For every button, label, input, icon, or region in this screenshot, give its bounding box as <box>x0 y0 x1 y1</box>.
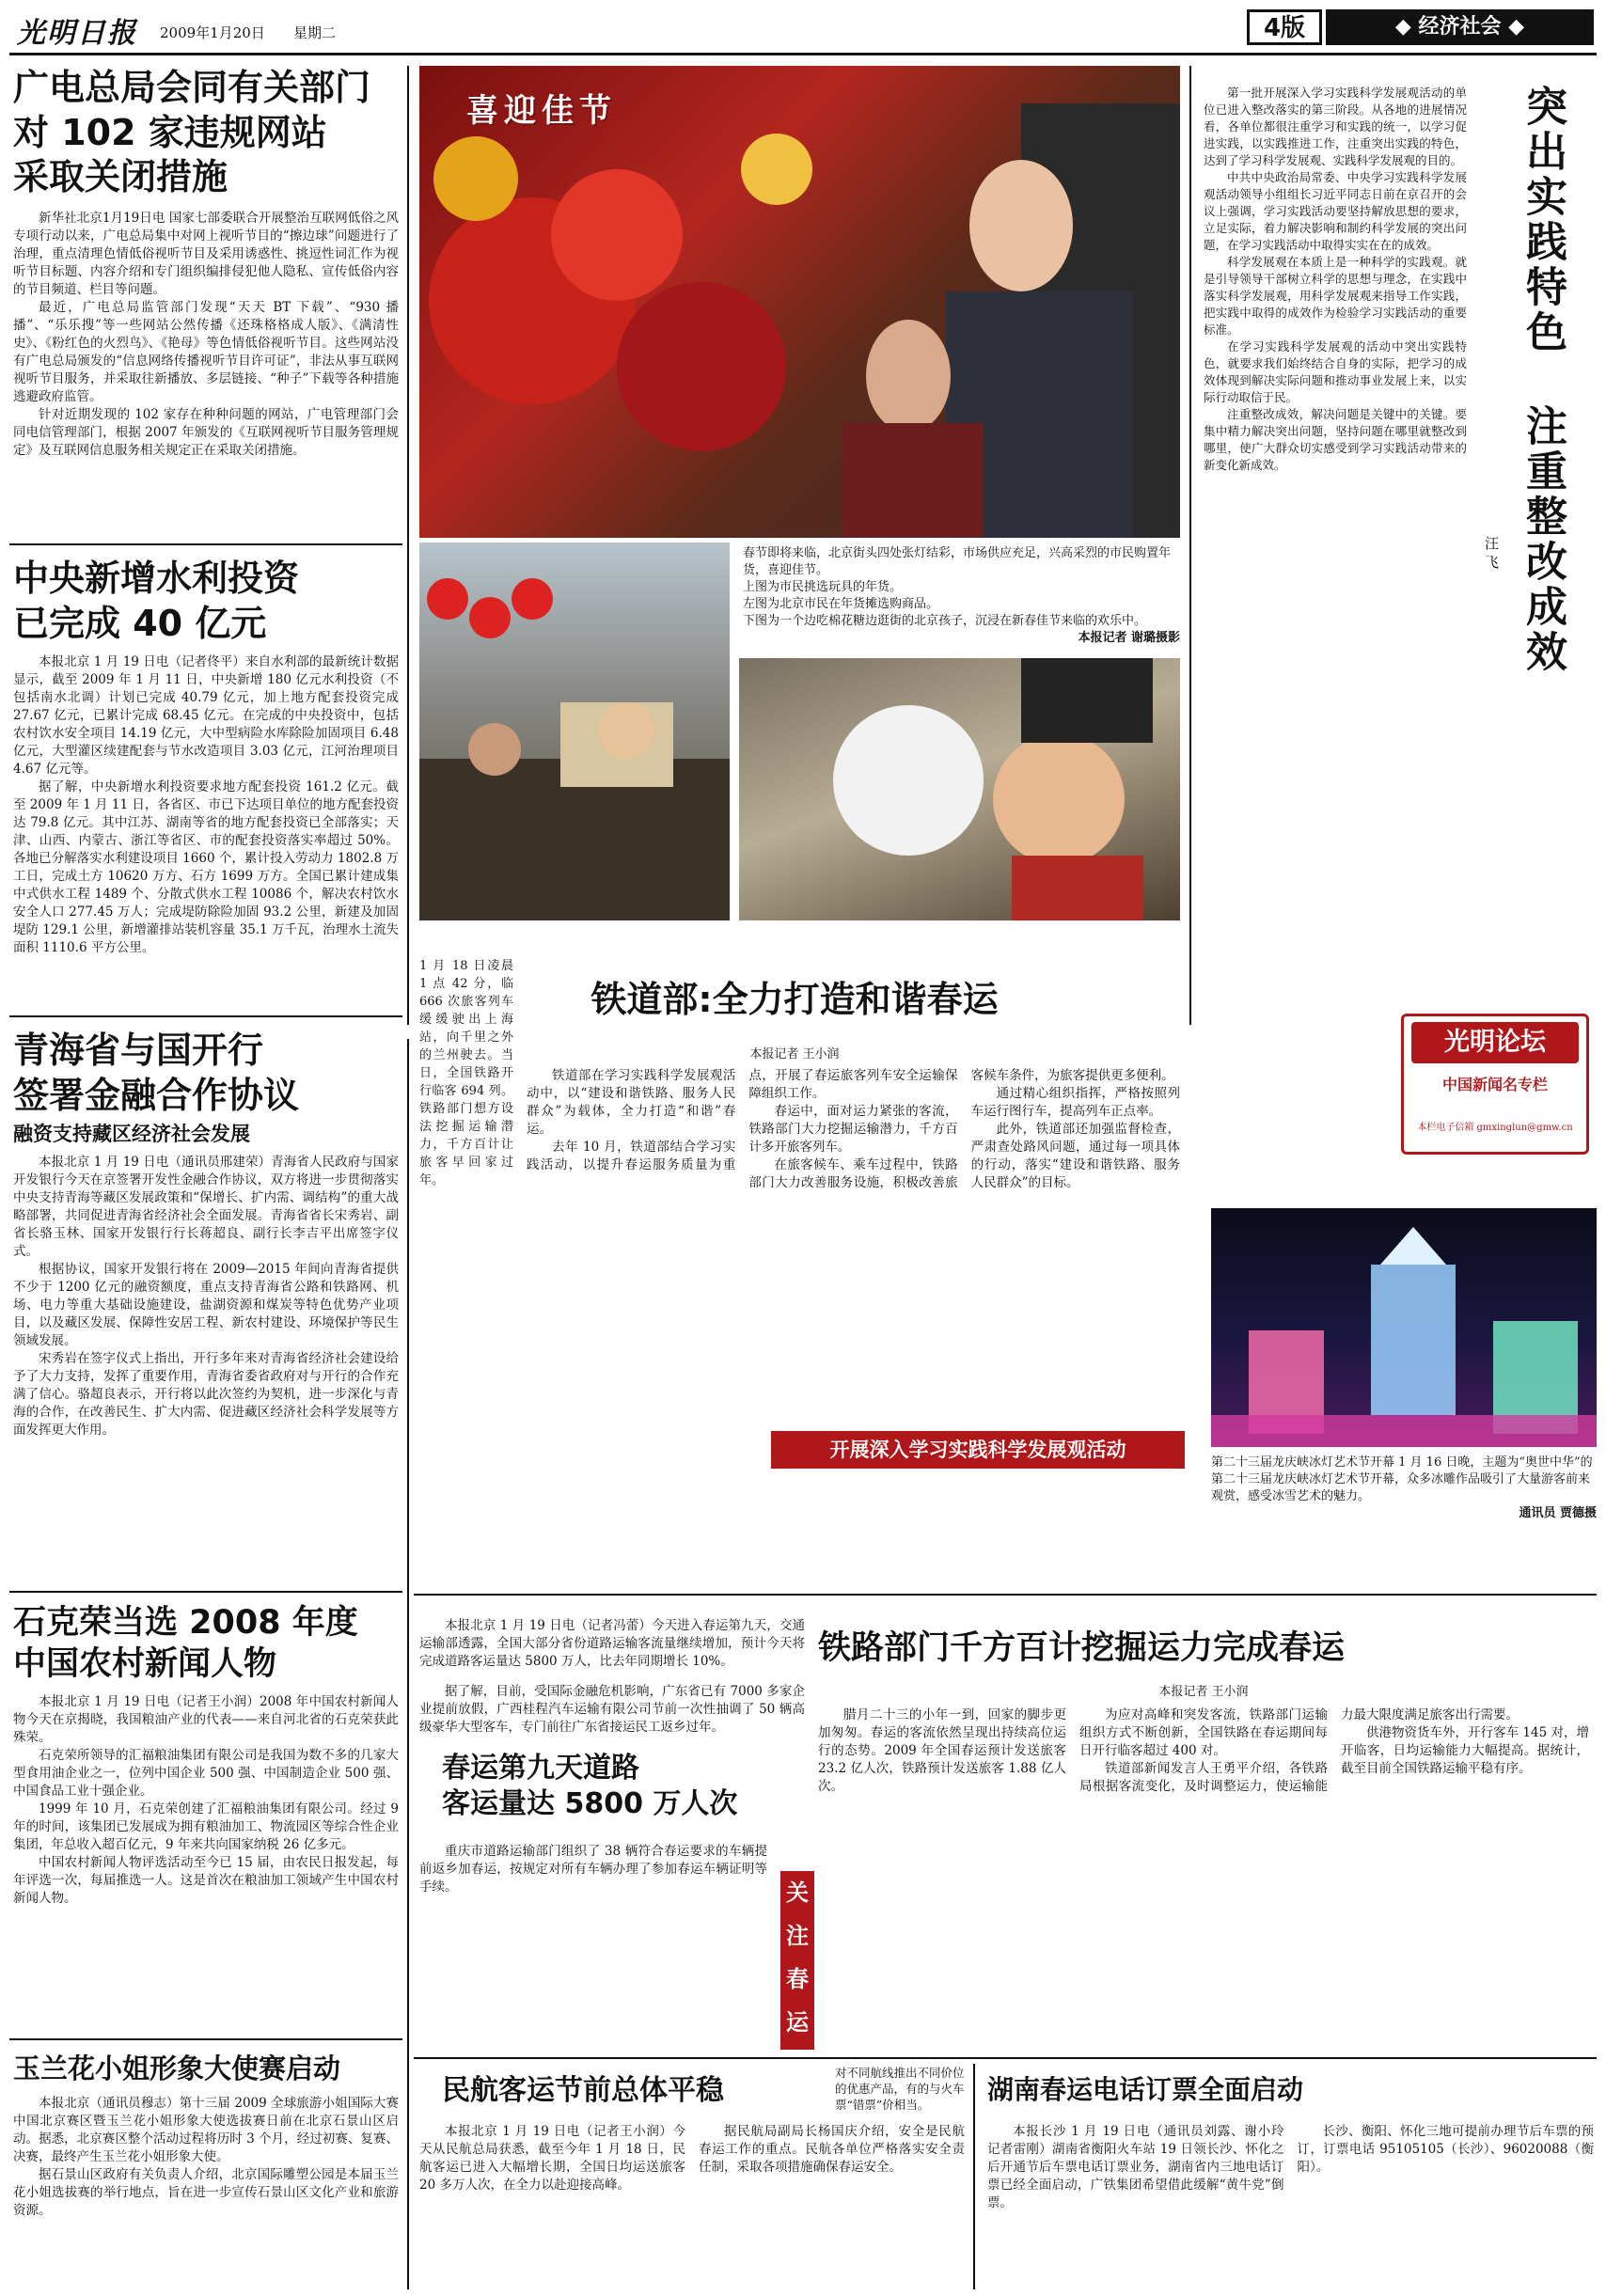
issue-date: 2009年1月20日 <box>160 24 265 41</box>
headline-line: 中央新增水利投资 <box>13 558 300 599</box>
paragraph: 铁道部在学习实践科学发展观活动中，以“建设和谐铁路、服务人民群众”为载体，全力打造“和谐”春运。 <box>527 1068 736 1137</box>
chunyun-lead <box>419 1617 805 1671</box>
caption-text: 第二十三届龙庆峡冰灯艺术节开幕 1 月 16 日晚，主题为“奥世中华”的第二十三届龙庆峡冰灯艺术节开幕，众多冰雕作品吸引了大量游客前来观赏，感受冰雪艺术的魅力。 <box>1211 1455 1593 1503</box>
photo-banner: 喜迎佳节 <box>466 92 617 130</box>
tielu-headline: 铁路部门千方百计挖掘运力完成春运 <box>818 1629 1346 1667</box>
focus-char: 注 <box>786 1923 809 1949</box>
section-divider <box>414 1594 1597 1596</box>
article-body <box>13 653 399 957</box>
paragraph: 本报北京 1 月 19 日电（记者冯蕾）今天进入春运第九天，交通运输部透露，全国大部分省份道路运输客流量继续增加，预计今天将完成道路客运量达 5800 万人，比去年同期增长 10%。 <box>419 1618 805 1669</box>
article-body <box>13 1154 399 1439</box>
masthead-rule <box>9 53 1597 55</box>
chunyun-headline <box>442 1751 809 1821</box>
article-network-closure <box>13 66 399 460</box>
forum-title: 光明论坛 <box>1411 1022 1579 1063</box>
chunyun-body-1 <box>419 1683 805 1737</box>
commentary-headline: 注重整改成效 <box>1519 404 1567 675</box>
paragraph: 铁道部新闻发言人王勇平介绍，各铁路局根据客流变化，及时调整运力，使运输能力最大限度满足旅客出行需要。 <box>1079 1707 1519 1794</box>
paragraph: 根据协议，国家开发银行将在 2009—2015 年间向青海省提供不少于 1200 亿元的融资额度，重点支持青海省公路和铁路网、机场、电力等重大基础设施建设，盐湖资源和煤炭等特色优势产业项目，以及藏区发展、保障性安居工程、新农村建设、环境保护等民生领域发展。 <box>13 1262 399 1349</box>
focus-char: 春 <box>786 1966 809 1992</box>
paragraph: 本报北京 1 月 19 日电（记者佟平）来自水利部的最新统计数据显示，截至 2009 年 1 月 11 日，中央新增 180 亿元水利投资（不包括南水北调）计划已完成 40.79 亿元，加上地方配套投资完成 27.67 亿元，已累计完成 68.45 亿元。在完成的中央投资中，包括农村饮水安全项目 14.19 亿元，大中型病险水库除险加固项目 6.48 亿元，大型灌区续建配套与节水改造项目 3.03 亿元，江河治理项目 4.67 亿元等。 <box>13 654 399 777</box>
diamond-icon: ◆ <box>1501 15 1525 39</box>
article-body <box>527 1067 1180 1565</box>
railway-headline: 铁道部:全力打造和谐春运 <box>590 979 999 1020</box>
paragraph: 据民航局副局长杨国庆介绍，安全是民航春运工作的重点。民航各单位严格落实安全责任制，采取各项措施确保春运安全。 <box>699 2124 965 2175</box>
headline-line: 采取关闭措施 <box>13 156 228 197</box>
paragraph: 针对近期发现的 102 家存在种种问题的网站，广电管理部门会同电信管理部门，根据 2007 年颁发的《互联网视听节目服务管理规定》及互联网信息服务相关规定正在采取关闭措施。 <box>13 406 399 458</box>
article-body <box>987 2123 1594 2288</box>
commentary-headline: 突出实践特色 <box>1519 85 1567 355</box>
headline-line: 中国农村新闻人物 <box>13 1644 277 1683</box>
minhang-headline: 民航客运节前总体平稳 <box>442 2074 724 2107</box>
paragraph: 腊月二十三的小年一到，回家的脚步更加匆匆。春运的客流依然呈现出持续高位运行的态势。2009 年全国春运预计发送旅客 23.2 亿人次，铁路预计发送旅客 1.88 亿人次。 <box>818 1707 1066 1794</box>
paragraph: 1 月 18 日凌晨 1 点 42 分，临 666 次旅客列车缓缓驶出上海站，向千里之外的兰州驶去。当日，全国铁路开行临客 694 列。铁路部门想方设法挖掘运输潜力，千方百计让旅客早回家过年。 <box>419 959 513 1187</box>
article-body <box>419 2123 965 2288</box>
section-divider <box>414 2057 1597 2059</box>
page-number: 4版 <box>1247 9 1322 45</box>
paragraph: 注重整改成效，解决问题是关键中的关键。要集中精力解决突出问题，坚持问题在哪里就整改到哪里，使广大群众切实感受到学习实践活动带来的新变化新成效。 <box>1204 407 1467 472</box>
headline-line: 春运第九天道路 <box>442 1752 639 1785</box>
column-divider <box>407 1039 409 2289</box>
focus-char: 运 <box>786 2009 809 2036</box>
paragraph: 春运中，面对运力紧张的客流，铁路部门大力挖掘运输潜力，千方百计多开旅客列车。 <box>748 1104 958 1155</box>
column-divider <box>1189 66 1191 1025</box>
caption-line: 左图为北京市民在年货摊选购商品。 <box>743 597 939 611</box>
paragraph: 新华社北京1月19日电 国家七部委联合开展整治互联网低俗之风专项行动以来，广电总局集中对网上视听节目的“擦边球”问题进行了治理，重点清理色情低俗视听节目及采用诱惑性、挑逗性词汇作为视听节目标题、内容介绍和专门组织编排侵犯他人隐私、宣传低俗内容的节目频道、栏目等问题。 <box>13 210 399 297</box>
section-label <box>1326 9 1594 45</box>
issue-weekday: 星期二 <box>293 24 337 41</box>
article-body <box>13 1693 399 1908</box>
photo-credit: 本报记者 谢璐摄影 <box>1078 631 1180 645</box>
column-divider <box>973 2064 975 2289</box>
paragraph: 去年 10 月，铁道部结合学习实践活动，以提升春运服务质量为重点，开展了春运旅客列车安全运输保障组织工作。 <box>527 1068 958 1172</box>
paragraph: 本报长沙 1 月 19 日电（通讯员刘露、谢小玲 记者雷刚）湖南省衡阳火车站 19 日领长沙、怀化之后开通节后车票电话订票业务，湖南省内三地电话订票已经全面启动，广铁集团希望借此缓解“黄牛党”倒票。 <box>987 2124 1284 2210</box>
article-magnolia-pageant <box>13 2052 399 2220</box>
article-body <box>13 2095 399 2220</box>
article-qinghai-agreement <box>13 1029 399 1439</box>
chunyun-body-2 <box>419 1843 767 1896</box>
paragraph: 本报北京（通讯员穆志）第十三届 2009 全球旅游小姐国际大赛中国北京赛区暨玉兰花小姐形象大使选拔赛日前在北京石景山区启动。据悉，北京赛区整个活动过程将历时 3 个月，经过初赛、复赛、决赛，最终产生玉兰花小姐形象大使。 <box>13 2096 399 2165</box>
photo-new-year-market <box>419 66 1180 538</box>
subheadline: 融资支持藏区经济社会发展 <box>13 1123 250 1145</box>
article-intro <box>419 957 513 1189</box>
caption-line: 春节即将来临，北京街头四处张灯结彩，市场供应充足，兴高采烈的市民购置年货，喜迎佳节。 <box>743 546 1172 577</box>
paragraph: 在旅客候车、乘车过程中，铁路部门大力改善服务设施，积极改善旅客候车条件，为旅客提供更多便利。 <box>748 1068 1174 1190</box>
paragraph: 中国农村新闻人物评选活动至今已 15 届，由农民日报发起，每年评选一次，每届推选一人。这是首次在粮油加工领域产生中国农村新闻人物。 <box>13 1854 399 1906</box>
paragraph: 重庆市道路运输部门组织了 38 辆符合春运要求的车辆提前返乡加春运，按规定对所有车辆办理了参加春运车辆证明等手续。 <box>419 1844 767 1895</box>
headline-line: 客运量达 5800 万人次 <box>442 1786 738 1820</box>
article-body <box>13 210 399 460</box>
paragraph: 本报北京 1 月 19 日电（记者王小润）今天从民航总局获悉，截至今年 1 月 18 日，民航客运已进入大幅增长期，全国日均运送旅客 20 多万人次，在全力以赴迎接高峰。 <box>419 2124 685 2193</box>
photo-shoppers <box>419 543 730 920</box>
minhang-note: 对不同航线推出不同价位的优惠产品，有的与火车票“错票”价相当。 <box>835 2066 965 2112</box>
article-body <box>818 1706 1589 2031</box>
article-water-investment <box>13 557 399 957</box>
paper-name: 光明日报 <box>17 17 137 50</box>
section-divider <box>9 1591 402 1593</box>
campaign-banner: 开展深入学习实践科学发展观活动 <box>771 1431 1185 1469</box>
forum-subtitle: 中国新闻名专栏 <box>1441 1076 1548 1093</box>
photo-ice-lantern-festival <box>1211 1208 1597 1447</box>
caption-line: 上图为市民挑选玩具的年货。 <box>743 580 903 594</box>
hunan-headline: 湖南春运电话订票全面启动 <box>987 2074 1304 2105</box>
headline-line: 对 102 家违规网站 <box>13 111 327 153</box>
paragraph: 最近，广电总局监管部门发现“天天 BT 下载”、“930 播播”、“乐乐搜”等一些网站公然传播《还珠格格成人版》、《满清性史》、《粉红色的火烈鸟》、《艳母》等色情低俗视听节目。这些网站没有广电总局颁发的“信息网络传播视听节目许可证”，非法从事互联网视听节目服务，并采取往新播放、多层链接、“种子”下载等各种措施逃避政府监管。 <box>13 299 399 404</box>
commentary-body <box>1204 85 1467 1006</box>
paragraph: 据了解，中央新增水利投资要求地方配套投资 161.2 亿元。截至 2009 年 1 月 11 日，各省区、市已下达项目单位的地方配套投资达 79.8 亿元。其中江苏、湖南等省的地方配套投资已全部落实；天津、山西、内蒙古、浙江等省区、市的配套投资落实率超过 50%。各地已分解落实水利建设项目 1660 个，累计投入劳动力 1802.8 万工日，完成土方 10620 万方、石方 1699 万方。全国已累计建成集中式供水工程 1489 个、分散式供水工程 10086 个，解决农村饮水安全人口 277.45 万人；完成堤防除险加固 93.2 公里，新建及加固堤防 129.1 公里，新增灌排站装机容量 35.1 万千瓦，治理水土流失面积 1110.6 平方公里。 <box>13 779 399 955</box>
photo-cotton-candy-child <box>739 658 1180 920</box>
section-divider <box>9 1015 402 1017</box>
masthead <box>0 0 1606 49</box>
section-divider <box>9 2038 402 2040</box>
paragraph: 宋秀岩在签字仪式上指出，开行多年来对青海省经济社会建设给予了大力支持，发挥了重要作用，青海省委省政府对与开行的合作充满了信心。骆超良表示，开行将以此次签约为契机，进一步深化与青海的合作，在改善民生、扩大内需、促进藏区经济社会科学发展等方面发挥更大作用。 <box>13 1351 399 1439</box>
tielu-byline: 本报记者 王小润 <box>1158 1685 1249 1699</box>
photo-credit: 通讯员 贾德摄 <box>1519 1506 1597 1520</box>
headline-line: 青海省与国开行 <box>13 1030 264 1071</box>
article-shi-kerong <box>13 1603 399 1908</box>
paragraph: 本报北京 1 月 19 日电（记者王小润）2008 年中国农村新闻人物今天在京揭晓，我国粮油产业的代表——来自河北省的石克荣获此殊荣。 <box>13 1693 399 1745</box>
paragraph: 中共中央政治局常委、中央学习实践科学发展观活动领导小组组长习近平同志日前在京召开的会议上强调，学习实践活动要坚持解放思想的要求，立足实际，着力解决影响和制约科学发展的突出问题，在学习实践活动中取得实实在在的成效。 <box>1204 170 1467 252</box>
guangming-forum-badge <box>1401 1014 1589 1155</box>
diamond-icon: ◆ <box>1394 15 1419 39</box>
caption-line: 下图为一个边吃棉花糖边逛街的北京孩子，沉浸在新春佳节来临的欢乐中。 <box>743 614 1147 628</box>
paragraph: 在学习实践科学发展观的活动中突出实践特色，就要求我们始终结合自身的实际，把学习的成效体现到解决实际问题和推动事业发展上来，以实际行动取信于民。 <box>1204 339 1467 404</box>
paragraph: 第一批开展深入学习实践科学发展观活动的单位已进入整改落实的第三阶段。从各地的进展情况看，各单位都很注重学习和实践的统一，以学习促进实践，以实践推进工作，注重突出实践的特色，达到了学习科学发展观、实践科学发展观的目的。 <box>1204 86 1467 167</box>
headline-line: 广电总局会同有关部门 <box>13 67 371 108</box>
paragraph: 长沙、衡阳、怀化三地可提前办理节后车票的预订，订票电话 95105105（长沙）、96020088（衡阳）。 <box>1297 2124 1594 2175</box>
paragraph: 1999 年 10 月，石克荣创建了汇福粮油集团有限公司。经过 9 年的时间，该集团已发展成为拥有粮油加工、物流园区等综合性企业集团，年总收入超百亿元，9 年来共向国家纳税 26 亿多元。 <box>13 1801 399 1852</box>
photo-caption <box>743 545 1180 647</box>
commentary-author: 汪 飞 <box>1483 536 1500 569</box>
section-divider <box>9 543 402 545</box>
paragraph: 本报北京 1 月 19 日电（通讯员邢建荣）青海省人民政府与国家开发银行今天在京签署开发性金融合作协议，双方将进一步贯彻落实中央支持青海等藏区发展政策和“保增长、扩内需、调结构”的重大战略部署，共同促进青海省经济社会全面发展。青海省省长宋秀岩、副省长骆玉林、国家开发银行行长蒋超良、副行长李吉平出席签字仪式。 <box>13 1155 399 1260</box>
paragraph: 为应对高峰和突发客流，铁路部门运输组织方式不断创新，全国铁路在春运期间每日开行临客超过 400 对。 <box>1079 1707 1328 1758</box>
ice-photo-caption <box>1211 1455 1597 1522</box>
paragraph: 通过精心组织指挥，严格按照列车运行图行车，提高列车正点率。 <box>970 1086 1180 1119</box>
headline-line: 石克荣当选 2008 年度 <box>13 1604 358 1642</box>
headline-line: 签署金融合作协议 <box>13 1074 300 1116</box>
paragraph: 科学发展观在本质上是一种科学的实践观。就是引导领导干部树立科学的思想与理念，在实践中落实科学发展观，用科学发展观来指导工作实践，把实践中取得的成效作为检验学习实践活动的重要标准。 <box>1204 255 1467 337</box>
column-divider <box>407 66 409 1025</box>
paragraph: 供港物资货车外，开行客车 145 对，增开临客，日均运输能力大幅提高。据统计，截至目前全国铁路运输平稳有序。 <box>1341 1725 1589 1776</box>
paragraph: 据石景山区政府有关负责人介绍，北京国际雕塑公园是本届玉兰花小姐选拔赛的举行地点，旨在进一步宣传石景山区文化产业和旅游资源。 <box>13 2167 399 2219</box>
headline-line: 已完成 40 亿元 <box>13 602 267 644</box>
paragraph: 据了解，目前，受国际金融危机影响，广东省已有 7000 多家企业提前放假，广西桂程汽车运输有限公司节前一次性抽调了 50 辆高级豪华大型客车，专门前往广东省接运民工返乡过年。 <box>419 1684 805 1735</box>
focus-tag <box>780 1871 814 2050</box>
section-name: 经济社会 <box>1418 15 1502 39</box>
focus-char: 关 <box>786 1879 809 1906</box>
railway-byline: 本报记者 王小润 <box>749 1047 840 1062</box>
headline: 玉兰花小姐形象大使赛启动 <box>13 2052 341 2084</box>
paragraph: 此外，铁道部还加强监督检查，严肃查处路风问题，通过每一项具体的行动，落实“建设和谐铁路、服务人民群众”的目标。 <box>970 1122 1180 1190</box>
paragraph: 石克荣所领导的汇福粮油集团有限公司是我国为数不多的几家大型食用油企业之一，位列中国企业 500 强、中国制造企业 500 强、中国食品工业十强企业。 <box>13 1747 399 1799</box>
forum-mailbox: 本栏电子信箱 gmxinglun@gmw.cn <box>1417 1123 1573 1133</box>
